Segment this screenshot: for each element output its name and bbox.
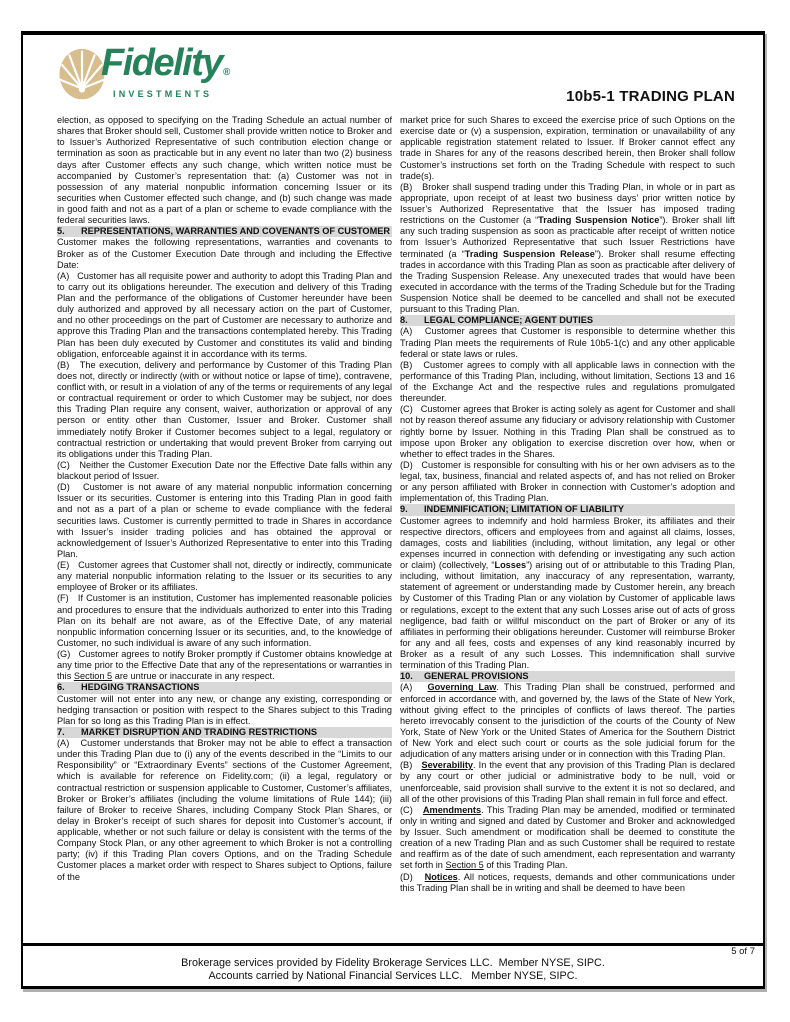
paragraph: (F) If Customer is an institution, Customer has implemented reasonable policies and procedures to ensure that the individuals authorized to enter into this Trading Plan on its behalf are not aware, as of the Effective Date, of any material nonpublic information concerning Issuer or its securities, and, to the knowledge of Customer, no such individual is aware of any such information. bbox=[57, 593, 392, 648]
section-number: 5. bbox=[57, 226, 65, 237]
paragraph: (B) Broker shall suspend trading under this Trading Plan, in whole or in part as appropriate, upon receipt of at least two business days’ prior written notice by Issuer’s Authorized Representative that the Issuer has imposed trading restrictions on the Customer (a “Trading Suspension Notice”). Broker shall lift any such trading suspension as soon as practicable after receipt of written notice from Issuer’s Authorized Representative that such Issuer Restrictions have terminated (a “Trading Suspension Release”). Broker shall resume effecting trades in accordance with this Trading Plan as soon as practicable after delivery of the Trading Suspension Release. Any unexecuted trades that would have been executed in accordance with the terms of the Trading Schedule but for the Trading Suspension Notice shall be deemed to be cancelled and shall not be executed pursuant to this Trading Plan. bbox=[400, 181, 735, 315]
section-number: 7. bbox=[57, 726, 65, 737]
fidelity-logo bbox=[55, 42, 229, 103]
paragraph: Customer makes the following representations, warranties and covenants to Broker as of the Customer Execution Date through and including the Effective Date: bbox=[57, 237, 392, 270]
section-number: 10. bbox=[400, 671, 413, 682]
section-heading bbox=[400, 504, 735, 515]
footer-line-1: Brokerage services provided by Fidelity Brokerage Services LLC. Member NYSE, SIPC. bbox=[181, 957, 605, 970]
logo-text bbox=[101, 42, 229, 99]
page-header bbox=[23, 35, 763, 115]
paragraph: (B) Severability. In the event that any provision of this Trading Plan is declared by any court or other judicial or administrative body to be null, void or unenforceable, said provision shall survive to the extent it is not so declared, and all of the other provisions of this Trading Plan shall remain in full force and effect. bbox=[400, 760, 735, 804]
document-page bbox=[21, 31, 765, 989]
paragraph: (C) Neither the Customer Execution Date nor the Effective Date falls within any blackout period of Issuer. bbox=[57, 459, 392, 481]
brand-name bbox=[101, 42, 229, 91]
page-number: 5 of 7 bbox=[731, 945, 755, 957]
paragraph: (A) Customer understands that Broker may not be able to effect a transaction under this Trading Plan due to (i) any of the events described in the “Limits to our Responsibility” or “Extraordinary Events” sections of the Customer Agreement, which is available for reference on Fidelity.com; (ii) a legal, regulatory or contractual restriction or suspension applicable to Customer, Customer’s affiliates, Broker or Broker’s affiliates (including the volume limitations of Rule 144); (iii) failure of Broker to receive Shares, including Company Stock Plan Shares, or delay in Broker’s receipt of such shares for deposit into Customer’s account, if applicable, whether or not such failure or delay is consistent with the terms of the Company Stock Plan, or any other agreement to which Broker is not a controlling party; (iv) if this Trading Plan covers Options, and on the Trading Schedule Customer places a market order with respect to Shares subject to Options, failure of the bbox=[57, 738, 392, 882]
paragraph: (G) Customer agrees to notify Broker promptly if Customer obtains knowledge at any time prior to the Effective Date that any of the representations or warranties in this Section 5 are untrue or inaccurate in any respect. bbox=[57, 649, 392, 682]
paragraph: (C) Amendments. This Trading Plan may be amended, modified or terminated only in writing and signed and dated by Customer and Broker and acknowledged by Issuer. Such amendment or modification shall be deemed to constitute the creation of a new Trading Plan and as such Customer shall be required to restate and reaffirm as of the date of such amendment, each representation and warranty set forth in Section 5 of this Trading Plan. bbox=[400, 804, 735, 871]
footer-disclosures bbox=[23, 957, 763, 986]
section-heading bbox=[57, 682, 392, 693]
section-heading bbox=[400, 671, 735, 682]
section-number: 6. bbox=[57, 682, 65, 693]
paragraph: (D) Notices. All notices, requests, demands and other communications under this Trading Plan shall be in writing and shall be deemed to have been bbox=[400, 871, 735, 893]
section-title: REPRESENTATIONS, WARRANTIES AND COVENANTS OF CUSTOMER bbox=[81, 226, 390, 237]
document-body bbox=[23, 115, 763, 943]
section-number: 9. bbox=[400, 504, 408, 515]
paragraph: (D) Customer is responsible for consulting with his or her own advisers as to the legal, tax, business, financial and related aspects of, and has not relied on Broker or any person affiliated with Broker in connection with Customer’s adoption and implementation of, this Trading Plan. bbox=[400, 459, 735, 504]
paragraph: (B) The execution, delivery and performance by Customer of this Trading Plan does not, directly or indirectly (with or without notice or lapse of time), contravene, conflict with, or result in a violation of any of the terms or requirements of any legal or contractual requirement or order to which Customer may be subject, nor does this Trading Plan require any consent, waiver, authorization or approval of any person or entity other than Customer, Issuer and Broker. Customer shall immediately notify Broker if Customer becomes subject to a legal, regulatory or contractual restriction or undertaking that would prevent Broker from carrying out its obligations under this Trading Plan. bbox=[57, 359, 392, 459]
paragraph: Customer agrees to indemnify and hold harmless Broker, its affiliates and their respective directors, officers and employees from and against all claims, losses, damages, costs and liabilities (including, without limitation, any legal or other expenses incurred in connection with defending or investigating any such action or claim) (collectively, “Losses”) arising out of or attributable to this Trading Plan, including, without limitation, any inaccuracy of any representation, warranty, statement of agreement or understanding made by Customer herein, any breach by Customer of this Trading Plan or any violation by Customer of applicable laws or regulations, except to the extent that any such Losses arise out of acts of gross negligence, bad faith or willful misconduct on the part of Broker or any of its affiliates in performing their obligations hereunder. Customer will reimburse Broker for any and all fees, costs and expenses of any kind reasonably incurred by Broker as a result of any such Losses. This indemnification shall survive termination of this Trading Plan. bbox=[400, 515, 735, 671]
section-title: LEGAL COMPLIANCE; AGENT DUTIES bbox=[424, 315, 593, 326]
paragraph: Customer will not enter into any new, or change any existing, corresponding or hedging transaction or position with respect to the Shares subject to this Trading Plan for so long as this Trading Plan is in effect. bbox=[57, 693, 392, 726]
section-title: GENERAL PROVISIONS bbox=[424, 671, 529, 682]
section-heading bbox=[57, 226, 392, 237]
paragraph: (A) Customer has all requisite power and authority to adopt this Trading Plan and to carry out its obligations hereunder. The execution and delivery of this Trading Plan and the performance of the obligations of Customer hereunder have been duly authorized and approved by all necessary action on the part of Customer, and no other proceedings on the part of Customer are necessary to authorize and approve this Trading Plan and the transactions contemplated hereby. This Trading Plan has been duly executed by Customer and constitutes its valid and binding obligation, enforceable against it in accordance with its terms. bbox=[57, 270, 392, 359]
section-number: 8. bbox=[400, 315, 408, 326]
paragraph: (D) Customer is not aware of any material nonpublic information concerning Issuer or its securities. Customer is entering into this Trading Plan in good faith and not as a part of a plan or scheme to evade compliance with the federal securities laws. Customer is currently permitted to trade in Shares in accordance with Issuer’s insider trading policies and has obtained the approval or acknowledgement of Issuer’s Authorized Representative to enter into this Trading Plan. bbox=[57, 482, 392, 559]
footer-line-2: Accounts carried by National Financial Services LLC. Member NYSE, SIPC. bbox=[208, 970, 578, 983]
page-title: 10b5-1 TRADING PLAN bbox=[566, 88, 735, 105]
section-title: INDEMNIFICATION; LIMITATION OF LIABILITY bbox=[424, 504, 625, 515]
section-heading bbox=[57, 727, 392, 738]
section-title: MARKET DISRUPTION AND TRADING RESTRICTIONS bbox=[81, 726, 317, 737]
paragraph: market price for such Shares to exceed the exercise price of such Options on the exercise date or (v) a suspension, expiration, termination or unavailability of any applicable registration statement related to Issuer. If Broker cannot effect any trade in Shares for any of the reasons described herein, then Broker shall follow Customer’s instructions set forth on the Trading Schedule with respect to such trade(s). bbox=[400, 115, 735, 181]
paragraph: (B) Customer agrees to comply with all applicable laws in connection with the performance of this Trading Plan, including, without limitation, Sections 13 and 16 of the Exchange Act and the respective rules and regulations promulgated thereunder. bbox=[400, 359, 735, 404]
right-column bbox=[400, 115, 735, 941]
brand-word: Fidelity bbox=[101, 42, 223, 84]
page-footer bbox=[23, 943, 763, 986]
investments-label: INVESTMENTS bbox=[113, 89, 213, 99]
paragraph: (A) Governing Law. This Trading Plan shall be construed, performed and enforced in accordance with, and governed by, the laws of the State of New York, without giving effect to the principles of conflicts of laws thereof. The parties hereto irrevocably consent to the jurisdiction of the courts of the County of New York, State of New York or the United States of America for the Southern District of New York and elect such court or courts as the sole judicial forum for the adjudication of any matters arising under or in connection with this Trading Plan. bbox=[400, 682, 735, 760]
section-title: HEDGING TRANSACTIONS bbox=[81, 682, 200, 693]
registered-mark-icon: ® bbox=[223, 67, 229, 78]
paragraph: election, as opposed to specifying on the Trading Schedule an actual number of shares that Broker should sell, Customer shall provide written notice to Broker and to Issuer’s Authorized Representative of such contribution election change or termination as soon as practicable but in any event no later than two (2) business days after Customer effects any such change, which written notice must be accompanied by Customer’s representation that: (a) Customer was not in possession of any material nonpublic information concerning Issuer or its securities when Customer effected such change, and (b) such change was made in good faith and not as a part of a plan or scheme to evade compliance with the federal securities laws. bbox=[57, 115, 392, 226]
paragraph: (A) Customer agrees that Customer is responsible to determine whether this Trading Plan meets the requirements of Rule 10b5-1(c) and any other applicable federal or state laws or rules. bbox=[400, 326, 735, 359]
paragraph: (C) Customer agrees that Broker is acting solely as agent for Customer and shall not by reason thereof assume any fiduciary or advisory relationship with Customer rightly borne by Issuer. Nothing in this Trading Plan shall be construed as to impose upon Broker any obligation to exercise discretion over how, when or whether to effect trades in the Shares. bbox=[400, 404, 735, 459]
paragraph: (E) Customer agrees that Customer shall not, directly or indirectly, communicate any material nonpublic information relating to the Issuer or its securities to any employee of Broker or its affiliates. bbox=[57, 560, 392, 593]
left-column bbox=[57, 115, 392, 941]
section-heading bbox=[400, 315, 735, 326]
